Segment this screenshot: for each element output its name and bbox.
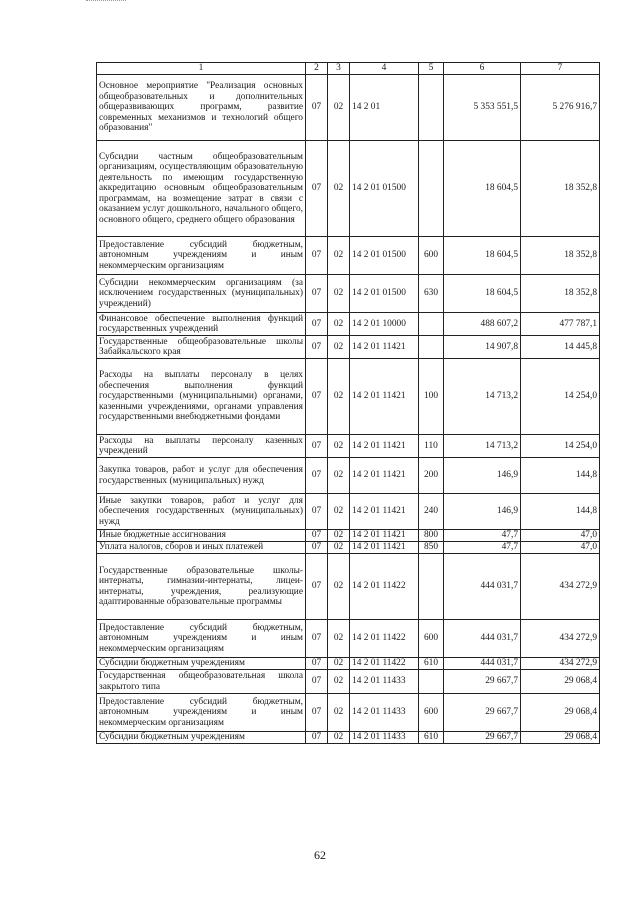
row-subsection-cell: 02 [328,620,350,658]
row-expense-type-cell: 630 [419,275,444,313]
row-expense-type-cell: 600 [419,237,444,275]
row-name-cell: Финансовое обеспечение выполнения функций государственных учреждений [97,313,306,336]
row-name-cell: Основное мероприятие "Реализация основных общеобразовательных и дополнительных общеразвивающих программ, развитие современных механизмов и технологий общего образования" [97,75,306,141]
row-target-article-cell: 14 2 01 11421 [350,542,419,554]
table-row [97,620,600,658]
row-target-article-cell: 14 2 01 01500 [350,141,419,237]
row-name-cell: Расходы на выплаты персоналу казенных учреждений [97,435,306,458]
row-subsection-cell: 02 [328,313,350,336]
row-amount-year1-cell: 14 713,2 [444,359,521,435]
row-subsection-cell: 02 [328,458,350,494]
row-amount-year2-cell: 18 352,8 [521,275,600,313]
row-amount-year1-cell: 47,7 [444,530,521,542]
row-expense-type-cell [419,670,444,694]
row-subsection-cell: 02 [328,694,350,732]
row-amount-year1-cell: 18 604,5 [444,275,521,313]
row-amount-year1-cell: 444 031,7 [444,658,521,670]
row-subsection-cell: 02 [328,542,350,554]
row-amount-year2-cell: 47,0 [521,530,600,542]
row-name-cell: Иные бюджетные ассигнования [97,530,306,542]
row-name-cell: Государственные общеобразовательные школы Забайкальского края [97,336,306,359]
table-row [97,458,600,494]
row-amount-year1-cell: 488 607,2 [444,313,521,336]
row-target-article-cell: 14 2 01 11421 [350,435,419,458]
header-cell-amount-year2: 7 [521,63,600,75]
header-cell-expense-type: 5 [419,63,444,75]
row-target-article-cell: 14 2 01 11433 [350,732,419,744]
row-section-cell: 07 [306,732,328,744]
row-expense-type-cell: 240 [419,494,444,530]
row-subsection-cell: 02 [328,336,350,359]
row-expense-type-cell: 600 [419,694,444,732]
row-amount-year2-cell: 144,8 [521,494,600,530]
table-row [97,542,600,554]
row-section-cell: 07 [306,620,328,658]
row-target-article-cell: 14 2 01 11421 [350,458,419,494]
row-subsection-cell: 02 [328,237,350,275]
row-amount-year2-cell: 477 787,1 [521,313,600,336]
row-target-article-cell: 14 2 01 11422 [350,620,419,658]
row-amount-year1-cell: 18 604,5 [444,237,521,275]
row-expense-type-cell [419,336,444,359]
scan-artifact [86,0,126,2]
header-cell-target-article: 4 [350,63,419,75]
row-subsection-cell: 02 [328,275,350,313]
row-section-cell: 07 [306,670,328,694]
row-amount-year1-cell: 18 604,5 [444,141,521,237]
row-amount-year1-cell: 29 667,7 [444,670,521,694]
table-row [97,359,600,435]
row-target-article-cell: 14 2 01 01500 [350,275,419,313]
row-section-cell: 07 [306,658,328,670]
row-amount-year2-cell: 434 272,9 [521,658,600,670]
row-section-cell: 07 [306,75,328,141]
row-target-article-cell: 14 2 01 11421 [350,494,419,530]
row-target-article-cell: 14 2 01 11422 [350,554,419,620]
row-target-article-cell: 14 2 01 01500 [350,237,419,275]
row-amount-year2-cell: 14 254,0 [521,359,600,435]
row-section-cell: 07 [306,435,328,458]
row-expense-type-cell: 200 [419,458,444,494]
budget-table [96,62,600,744]
row-amount-year1-cell: 146,9 [444,494,521,530]
row-name-cell: Предоставление субсидий бюджетным, автономным учреждениям и иным некоммерческим организациям [97,694,306,732]
table-row [97,670,600,694]
row-subsection-cell: 02 [328,141,350,237]
table-row [97,494,600,530]
row-amount-year1-cell: 146,9 [444,458,521,494]
row-amount-year1-cell: 5 353 551,5 [444,75,521,141]
table-row [97,237,600,275]
row-amount-year1-cell: 444 031,7 [444,620,521,658]
row-expense-type-cell: 100 [419,359,444,435]
table-row [97,275,600,313]
row-target-article-cell: 14 2 01 11421 [350,336,419,359]
row-target-article-cell: 14 2 01 11421 [350,359,419,435]
table-row [97,530,600,542]
row-amount-year1-cell: 29 667,7 [444,732,521,744]
row-amount-year2-cell: 29 068,4 [521,694,600,732]
table-row [97,336,600,359]
row-section-cell: 07 [306,530,328,542]
row-amount-year2-cell: 144,8 [521,458,600,494]
row-amount-year2-cell: 14 445,8 [521,336,600,359]
row-target-article-cell: 14 2 01 [350,75,419,141]
row-target-article-cell: 14 2 01 11433 [350,694,419,732]
row-amount-year2-cell: 47,0 [521,542,600,554]
row-name-cell: Субсидии бюджетным учреждениям [97,658,306,670]
row-subsection-cell: 02 [328,359,350,435]
table-header-row [97,63,600,75]
row-name-cell: Закупка товаров, работ и услуг для обеспечения государственных (муниципальных) нужд [97,458,306,494]
row-subsection-cell: 02 [328,494,350,530]
row-amount-year1-cell: 444 031,7 [444,554,521,620]
row-target-article-cell: 14 2 01 11421 [350,530,419,542]
row-section-cell: 07 [306,542,328,554]
row-name-cell: Уплата налогов, сборов и иных платежей [97,542,306,554]
row-expense-type-cell [419,75,444,141]
row-expense-type-cell: 600 [419,620,444,658]
row-name-cell: Субсидии бюджетным учреждениям [97,732,306,744]
row-name-cell: Государственные образовательные школы-интернаты, гимназии-интернаты, лицеи-интернаты, учреждения, реализующие адаптированные образовательные программы [97,554,306,620]
row-subsection-cell: 02 [328,554,350,620]
row-section-cell: 07 [306,494,328,530]
row-amount-year1-cell: 47,7 [444,542,521,554]
row-section-cell: 07 [306,458,328,494]
row-expense-type-cell: 800 [419,530,444,542]
table-row [97,313,600,336]
header-cell-name: 1 [97,63,306,75]
row-amount-year1-cell: 14 713,2 [444,435,521,458]
row-subsection-cell: 02 [328,732,350,744]
table-row [97,732,600,744]
row-expense-type-cell [419,313,444,336]
row-subsection-cell: 02 [328,658,350,670]
header-cell-subsection: 3 [328,63,350,75]
row-subsection-cell: 02 [328,435,350,458]
row-expense-type-cell: 850 [419,542,444,554]
table-row [97,658,600,670]
row-amount-year1-cell: 14 907,8 [444,336,521,359]
row-amount-year2-cell: 29 068,4 [521,732,600,744]
row-expense-type-cell: 110 [419,435,444,458]
table-row [97,435,600,458]
row-section-cell: 07 [306,336,328,359]
row-subsection-cell: 02 [328,75,350,141]
row-name-cell: Субсидии некоммерческим организациям (за исключением государственных (муниципальных) учреждений) [97,275,306,313]
row-amount-year2-cell: 18 352,8 [521,141,600,237]
header-cell-section: 2 [306,63,328,75]
row-subsection-cell: 02 [328,670,350,694]
row-amount-year2-cell: 18 352,8 [521,237,600,275]
row-amount-year1-cell: 29 667,7 [444,694,521,732]
row-expense-type-cell [419,554,444,620]
row-amount-year2-cell: 14 254,0 [521,435,600,458]
row-name-cell: Иные закупки товаров, работ и услуг для обеспечения государственных (муниципальных) нужд [97,494,306,530]
page-number: 62 [314,848,326,862]
row-section-cell: 07 [306,359,328,435]
row-amount-year2-cell: 434 272,9 [521,554,600,620]
row-name-cell: Предоставление субсидий бюджетным, автономным учреждениям и иным некоммерческим организациям [97,620,306,658]
row-section-cell: 07 [306,141,328,237]
row-target-article-cell: 14 2 01 10000 [350,313,419,336]
table-row [97,141,600,237]
header-cell-amount-year1: 6 [444,63,521,75]
row-amount-year2-cell: 29 068,4 [521,670,600,694]
row-expense-type-cell: 610 [419,732,444,744]
row-expense-type-cell: 610 [419,658,444,670]
row-name-cell: Субсидии частным общеобразовательным организациям, осуществляющим образовательную деятельность по имеющим государственную аккредитацию основным общеобразовательным программам, на возмещение затрат в связи с оказанием услуг дошкольного, начального общего, основного общего, среднего общего образования [97,141,306,237]
table-row [97,694,600,732]
row-section-cell: 07 [306,237,328,275]
row-amount-year2-cell: 5 276 916,7 [521,75,600,141]
row-amount-year2-cell: 434 272,9 [521,620,600,658]
row-name-cell: Государственная общеобразовательная школа закрытого типа [97,670,306,694]
row-section-cell: 07 [306,694,328,732]
row-section-cell: 07 [306,554,328,620]
row-expense-type-cell [419,141,444,237]
row-subsection-cell: 02 [328,530,350,542]
row-target-article-cell: 14 2 01 11422 [350,658,419,670]
row-target-article-cell: 14 2 01 11433 [350,670,419,694]
row-section-cell: 07 [306,313,328,336]
table-row [97,554,600,620]
row-section-cell: 07 [306,275,328,313]
row-name-cell: Предоставление субсидий бюджетным, автономным учреждениям и иным некоммерческим организациям [97,237,306,275]
table-row [97,75,600,141]
table-body [97,75,600,744]
row-name-cell: Расходы на выплаты персоналу в целях обеспечения выполнения функций государственными (муниципальными) органами, казенными учреждениями, органами управления государственными внебюджетными фондами [97,359,306,435]
